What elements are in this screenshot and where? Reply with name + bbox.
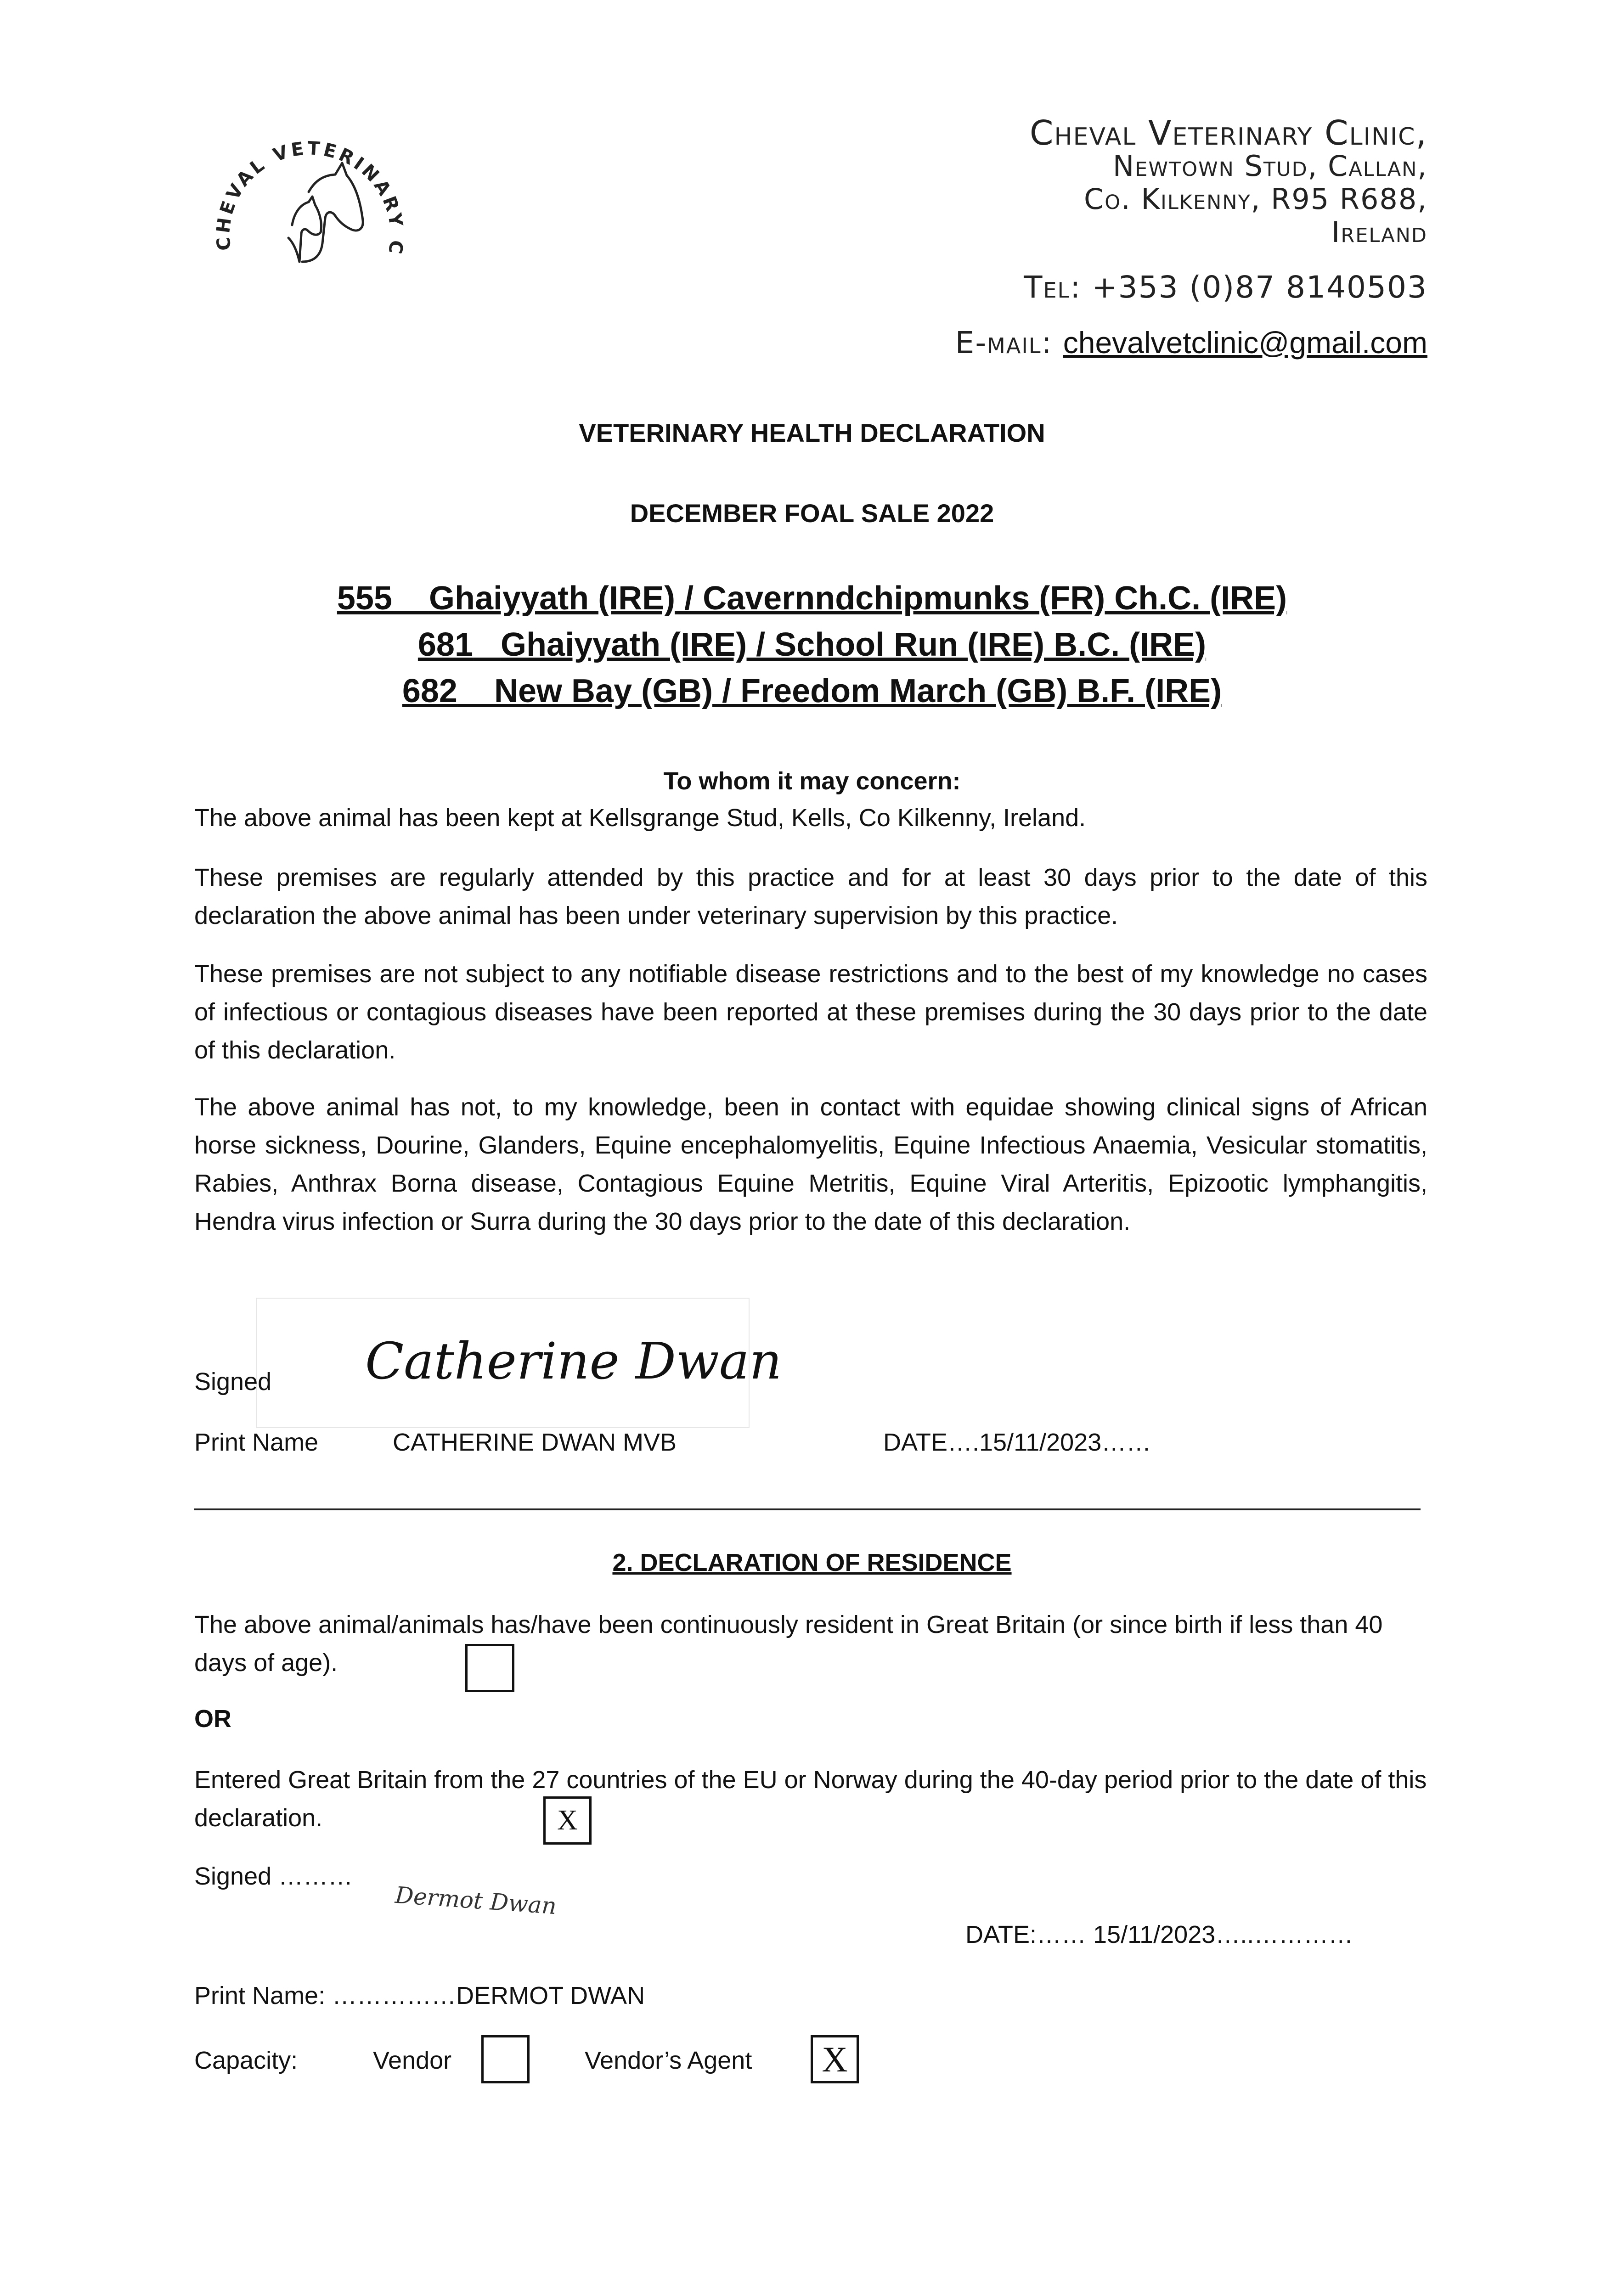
document-subtitle: DECEMBER FOAL SALE 2022: [630, 499, 994, 528]
or-label: OR: [194, 1705, 231, 1733]
paragraph-1: The above animal has been kept at Kellsgrange Stud, Kells, Co Kilkenny, Ireland.: [194, 804, 1086, 832]
document-title: VETERINARY HEALTH DECLARATION: [579, 418, 1045, 447]
lot-line-555: [0, 580, 1624, 617]
paragraph-2: These premises are regularly attended by this practice and for at least 30 days prior to the date of this declaration the above animal has been under veterinary supervision by this practice.: [194, 864, 1427, 929]
vendor-agent-label: Vendor’s Agent: [585, 2047, 752, 2074]
salutation: To whom it may concern:: [663, 767, 961, 795]
entered-gb-checkbox[interactable]: X: [543, 1796, 592, 1845]
vet-signature: Catherine Dwan: [365, 1332, 782, 1390]
lot-number: 555: [337, 580, 392, 617]
email-label: E-mail:: [955, 325, 1053, 360]
vendor-checkbox[interactable]: [481, 2035, 530, 2083]
vet-print-name: CATHERINE DWAN MVB: [393, 1429, 677, 1456]
print-name-label: Print Name: [194, 1429, 319, 1456]
residence-heading: 2. DECLARATION OF RESIDENCE: [612, 1549, 1012, 1576]
clinic-name: Cheval Veterinary Clinic,: [1029, 113, 1427, 153]
logo-text-right: C: [383, 238, 407, 258]
lot-number: 681: [417, 626, 474, 663]
residence-option-1: The above animal/animals has/have been continuously resident in Great Britain (or since birth if less than 40 days of age).: [194, 1611, 1383, 1677]
horse-logo-icon: [202, 124, 413, 308]
signed-label: Signed: [194, 1368, 272, 1396]
lot-line-682: [0, 672, 1624, 710]
lot-number: 682: [402, 673, 457, 709]
clinic-email-line: [955, 326, 1427, 360]
capacity-label: Capacity:: [194, 2047, 298, 2074]
svg-text:CHEVAL VETERINARY: [202, 124, 407, 258]
lot-description: New Bay (GB) / Freedom March (GB) B.F. (IRE): [494, 673, 1222, 709]
clinic-address-line-2: Co. Kilkenny, R95 R688,: [1083, 182, 1427, 216]
vendor-label: Vendor: [373, 2047, 452, 2074]
residence-date: DATE:…… 15/11/2023…..…………: [965, 1921, 1353, 1948]
vet-signature-date: DATE….15/11/2023……: [883, 1429, 1151, 1456]
section-divider: [194, 1508, 1421, 1510]
paragraph-4: The above animal has not, to my knowledge, been in contact with equidae showing clinical signs of African horse sickness, Dourine, Glanders, Equine encephalomyelitis, Equine Infectious Anaemia, Vesicular stomatitis, Rabies, Anthrax Borna disease, Contagious Equine Metritis, Equine Viral Arteritis, Epizootic lymphangitis, Hendra virus infection or Surra during the 30 days prior to the date of this declaration.: [194, 1093, 1427, 1235]
clinic-telephone: Tel: +353 (0)87 8140503: [1024, 270, 1427, 305]
lot-line-681: [0, 626, 1624, 664]
logo-text-left: CHEVAL: [213, 153, 271, 252]
lot-description: Ghaiyyath (IRE) / Cavernndchipmunks (FR) Ch.C. (IRE): [429, 580, 1287, 617]
clinic-header: [955, 113, 1427, 360]
residence-signed-label: Signed ………: [194, 1863, 353, 1890]
clinic-logo: [202, 124, 413, 308]
residence-option-2: Entered Great Britain from the 27 countries of the EU or Norway during the 40-day period prior to the date of this declaration.: [194, 1766, 1427, 1832]
clinic-address-line-1: Newtown Stud, Callan,: [1112, 149, 1427, 183]
logo-text-top: VETERINARY: [270, 138, 407, 231]
lot-description: Ghaiyyath (IRE) / School Run (IRE) B.C. (IRE): [501, 626, 1207, 663]
paragraph-3: These premises are not subject to any notifiable disease restrictions and to the best of my knowledge no cases of infectious or contagious diseases have been reported at these premises during the 30 days prior to the date of this declaration.: [194, 960, 1427, 1064]
vendor-signature: Dermot Dwan: [394, 1881, 558, 1920]
resident-checkbox[interactable]: [465, 1644, 514, 1692]
residence-print-name: Print Name: ……………DERMOT DWAN: [194, 1982, 645, 2009]
email-link[interactable]: chevalvetclinic@gmail.com: [1063, 326, 1427, 360]
clinic-address-line-3: Ireland: [1331, 215, 1427, 249]
vendor-agent-checkbox[interactable]: X: [811, 2035, 859, 2083]
